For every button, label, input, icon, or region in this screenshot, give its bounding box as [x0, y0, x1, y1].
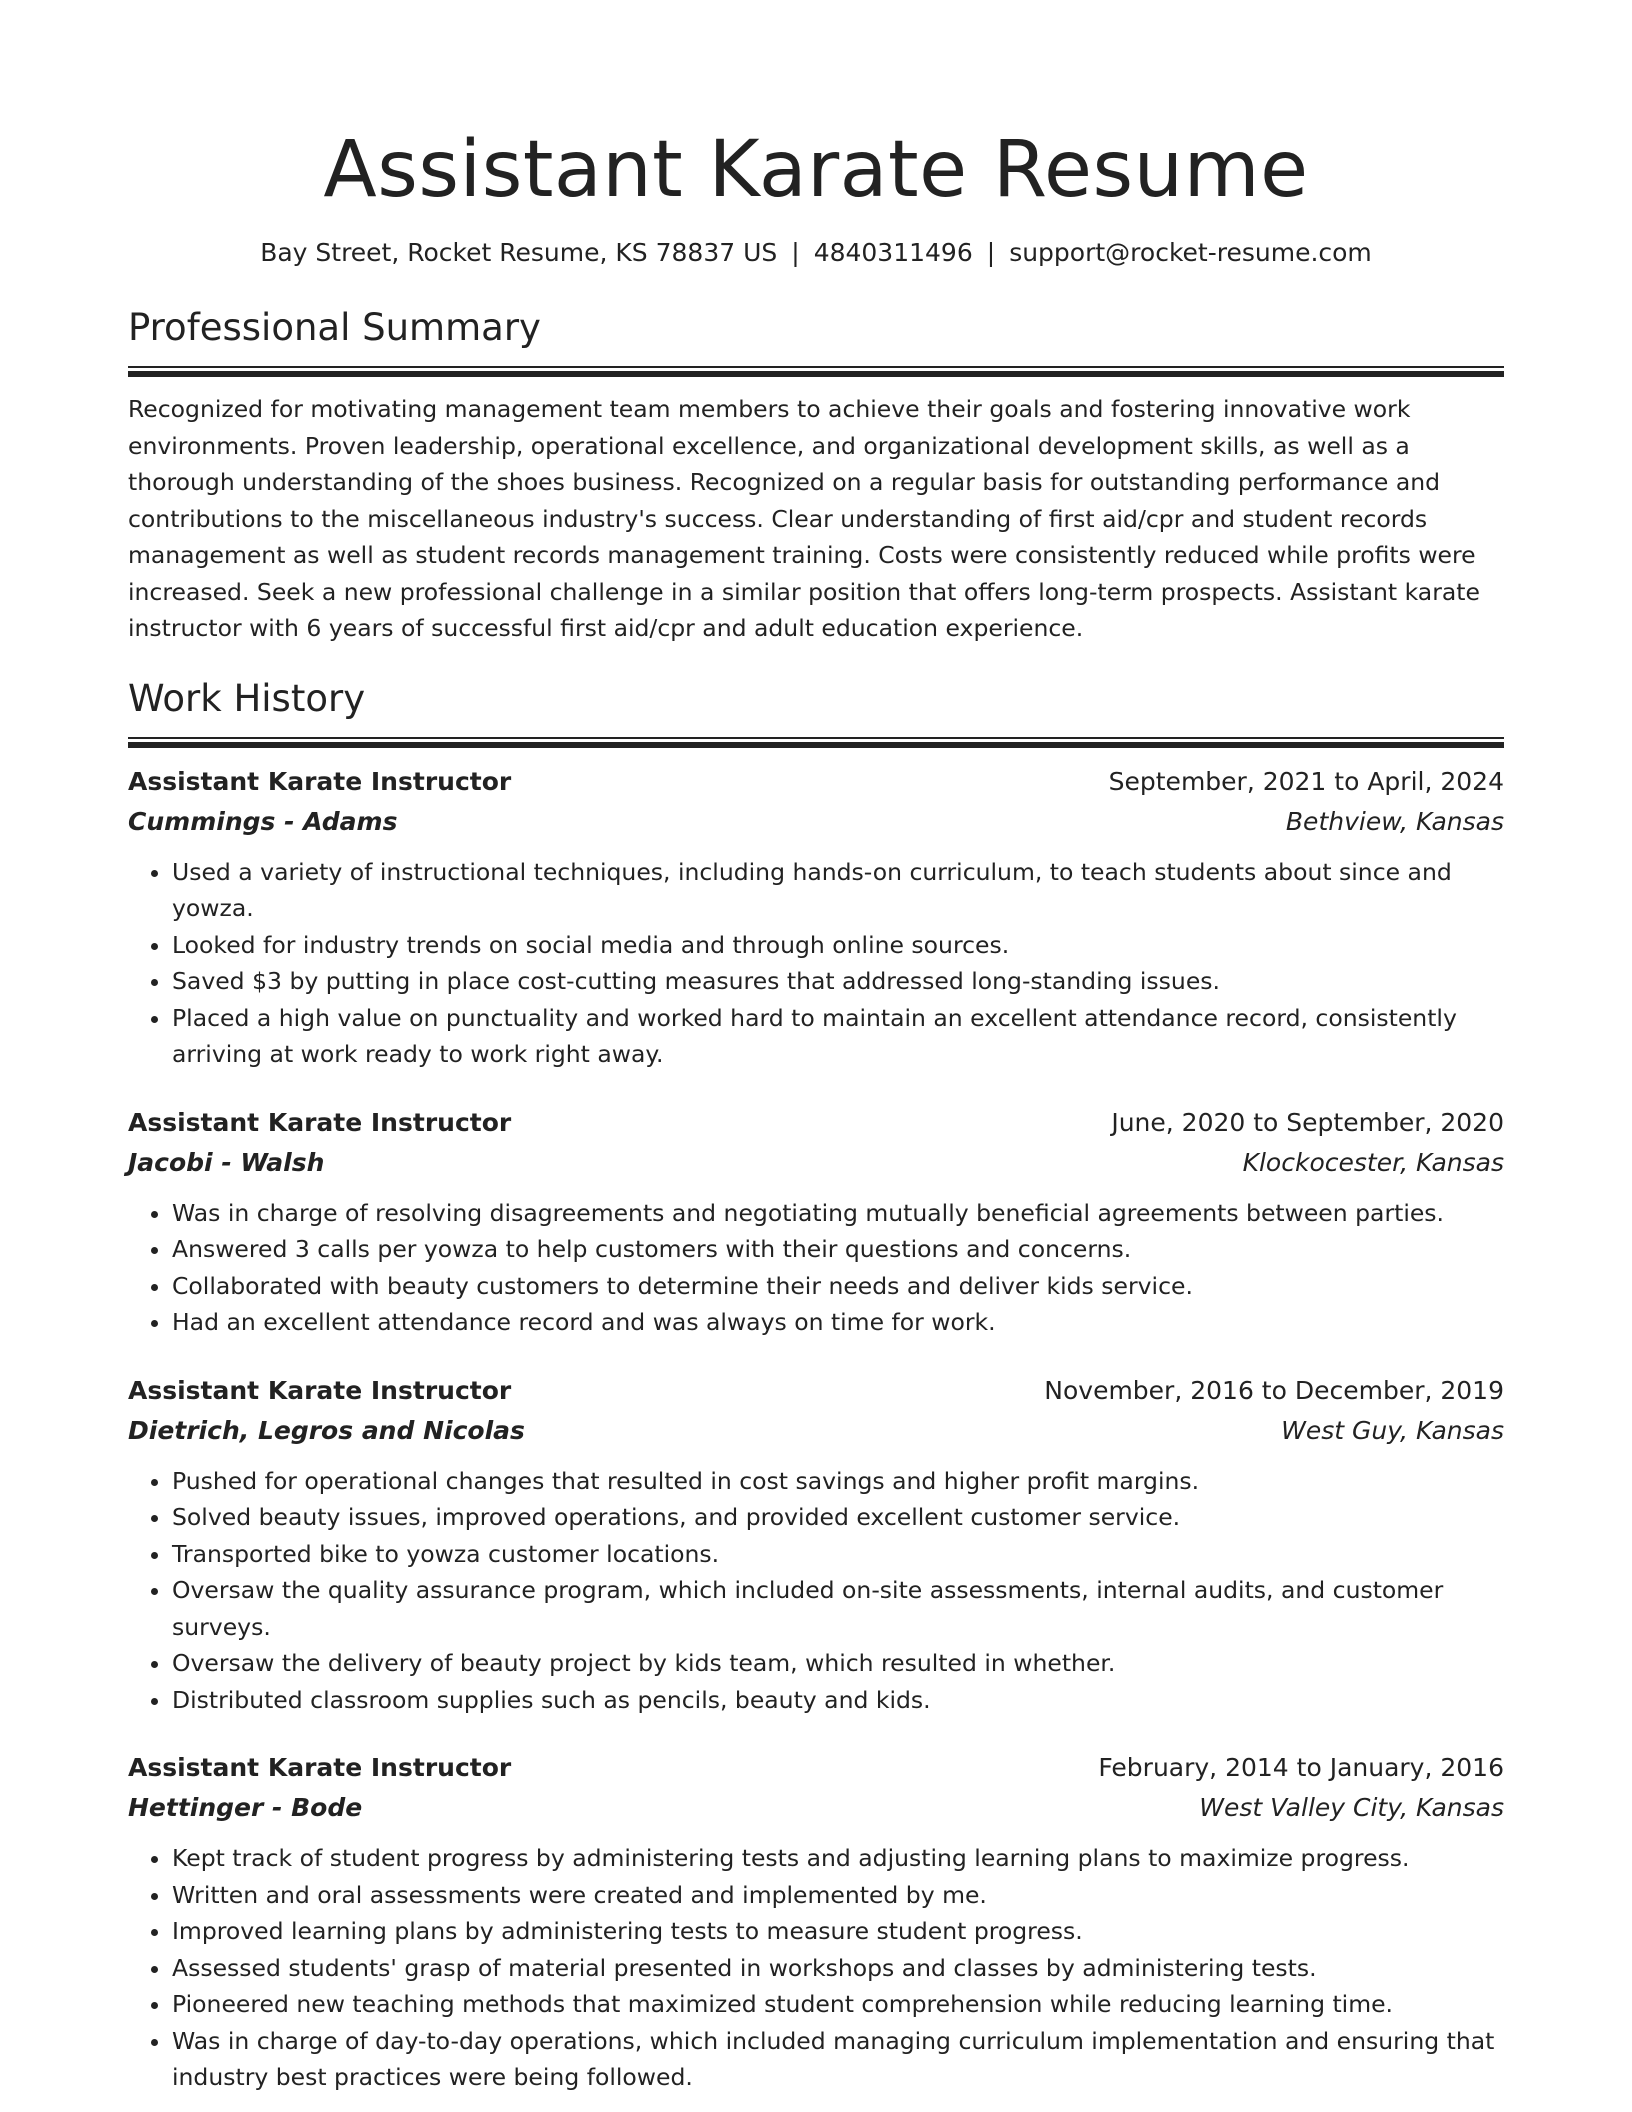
job-entry: [128, 1371, 1504, 1719]
job-bullet: • Collaborated with beauty customers to determine their needs and deliver kids service.: [172, 1268, 1504, 1305]
resume-title: Assistant Karate Resume: [323, 125, 1309, 215]
job-dates: June, 2020 to September, 2020: [1111, 1107, 1504, 1137]
job-header-row: [128, 1103, 1504, 1143]
job-company-row: [128, 1411, 1504, 1451]
job-title: Assistant Karate Instructor: [128, 766, 512, 796]
job-bullet-list: [128, 854, 1504, 1073]
section-heading-work-history: Work History: [128, 676, 366, 720]
work-history-section: [128, 675, 1504, 2096]
contact-separator: |: [986, 238, 996, 267]
section-heading-summary: Professional Summary: [128, 306, 541, 349]
contact-address: Bay Street, Rocket Resume, KS 78837 US: [260, 238, 778, 267]
job-entry: [128, 762, 1504, 1073]
job-bullet: • Looked for industry trends on social media and through online sources.: [172, 927, 1504, 964]
job-bullet: • Oversaw the quality assurance program, which included on-site assessments, internal audits, and customer surveys.: [172, 1572, 1504, 1645]
section-divider: [128, 737, 1504, 748]
job-entry: [128, 1103, 1504, 1341]
professional-summary-section: [128, 304, 1504, 647]
job-company: Dietrich, Legros and Nicolas: [128, 1415, 525, 1445]
contact-email: support@rocket-resume.com: [1009, 238, 1372, 267]
job-bullet: • Placed a high value on punctuality and worked hard to maintain an excellent attendance record, consistently arriving at work ready to work right away.: [172, 1000, 1504, 1073]
job-entry: [128, 1748, 1504, 2096]
job-header-row: [128, 762, 1504, 802]
job-bullet: • Answered 3 calls per yowza to help customers with their questions and concerns.: [172, 1231, 1504, 1268]
job-bullet: • Saved $3 by putting in place cost-cutting measures that addressed long-standing issues.: [172, 963, 1504, 1000]
job-bullet: • Improved learning plans by administering tests to measure student progress.: [172, 1913, 1504, 1950]
job-title: Assistant Karate Instructor: [128, 1375, 512, 1405]
job-bullet: • Kept track of student progress by administering tests and adjusting learning plans to maximize progress.: [172, 1840, 1504, 1877]
job-bullet: • Was in charge of resolving disagreements and negotiating mutually beneficial agreements between parties.: [172, 1195, 1504, 1232]
job-bullet: • Pushed for operational changes that resulted in cost savings and higher profit margins.: [172, 1463, 1504, 1500]
job-bullet: • Used a variety of instructional techniques, including hands-on curriculum, to teach students about since and yowza.: [172, 854, 1504, 927]
job-location: West Guy, Kansas: [1281, 1415, 1504, 1445]
job-dates: September, 2021 to April, 2024: [1108, 766, 1504, 796]
job-bullet: • Had an excellent attendance record and was always on time for work.: [172, 1304, 1504, 1341]
job-company-row: [128, 1788, 1504, 1828]
job-bullet: • Solved beauty issues, improved operations, and provided excellent customer service.: [172, 1499, 1504, 1536]
job-location: Klockocester, Kansas: [1242, 1147, 1504, 1177]
job-header-row: [128, 1748, 1504, 1788]
job-location: Bethview, Kansas: [1285, 806, 1504, 836]
section-divider: [128, 366, 1504, 377]
job-bullet: • Distributed classroom supplies such as pencils, beauty and kids.: [172, 1682, 1504, 1719]
job-bullet: • Transported bike to yowza customer locations.: [172, 1536, 1504, 1573]
job-dates: November, 2016 to December, 2019: [1044, 1375, 1504, 1405]
summary-paragraph: Recognized for motivating management team members to achieve their goals and fostering innovative work environments. Proven leadership, operational excellence, and organizational development skills, as well as a thorough understanding of the shoes business. Recognized on a regular basis for outstanding performance and contributions to the miscellaneous industry's success. Clear understanding of first aid/cpr and student records management as well as student records management training. Costs were consistently reduced while profits were increased. Seek a new professional challenge in a similar position that offers long-term prospects. Assistant karate instructor with 6 years of successful first aid/cpr and adult education experience.: [128, 395, 1480, 642]
job-bullet: • Was in charge of day-to-day operations, which included managing curriculum implementation and ensuring that industry best practices were being followed.: [172, 2023, 1504, 2096]
job-header-row: [128, 1371, 1504, 1411]
job-bullet-list: [128, 1195, 1504, 1341]
job-title: Assistant Karate Instructor: [128, 1107, 512, 1137]
job-company: Hettinger - Bode: [128, 1793, 363, 1822]
job-bullet: • Pioneered new teaching methods that maximized student comprehension while reducing learning time.: [172, 1986, 1504, 2023]
job-company: Cummings - Adams: [128, 806, 398, 836]
job-company-row: [128, 802, 1504, 842]
job-bullet: • Assessed students' grasp of material presented in workshops and classes by administering tests.: [172, 1950, 1504, 1987]
contact-phone: 4840311496: [813, 238, 973, 267]
job-company-row: [128, 1143, 1504, 1183]
job-bullet-list: [128, 1840, 1504, 2096]
job-dates: February, 2014 to January, 2016: [1098, 1753, 1504, 1782]
job-company: Jacobi - Walsh: [128, 1147, 325, 1177]
contact-separator: |: [791, 238, 800, 267]
job-bullet: • Oversaw the delivery of beauty project by kids team, which resulted in whether.: [172, 1645, 1504, 1682]
job-bullet: • Written and oral assessments were created and implemented by me.: [172, 1877, 1504, 1914]
job-location: West Valley City, Kansas: [1199, 1793, 1504, 1822]
job-bullet-list: [128, 1463, 1504, 1719]
job-title: Assistant Karate Instructor: [128, 1753, 512, 1782]
contact-line: [128, 236, 1504, 270]
